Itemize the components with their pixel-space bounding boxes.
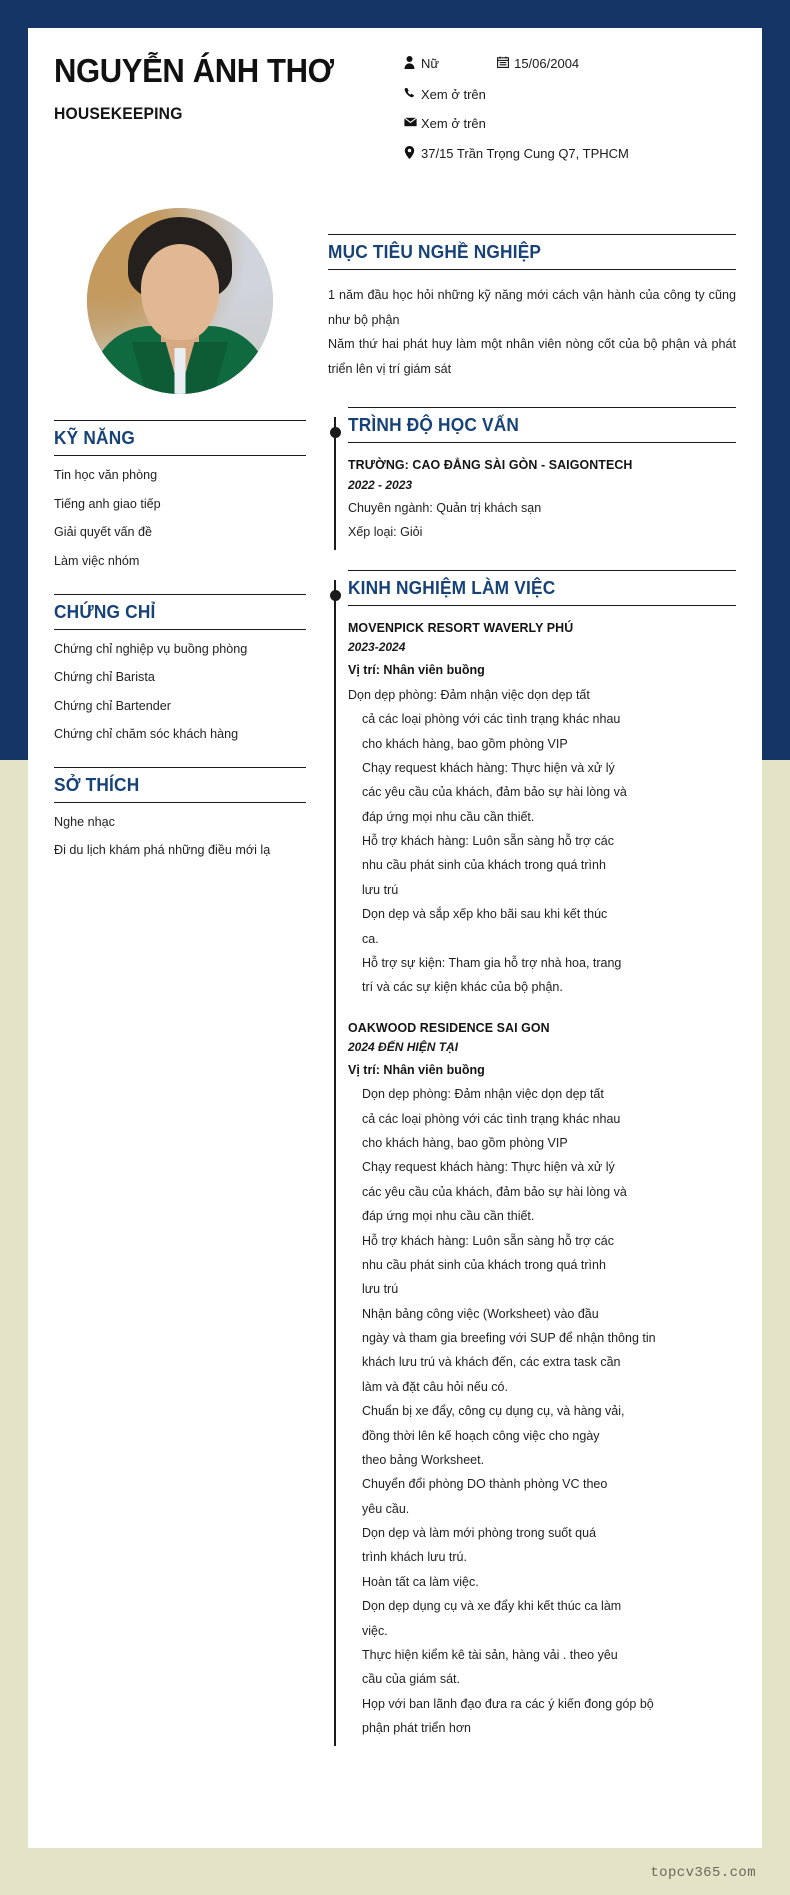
- list-item: Nghe nhạc: [54, 814, 115, 829]
- section-header-experience: [348, 570, 736, 606]
- duty-line: khách lưu trú và khách đến, các extra task cần: [362, 1355, 621, 1370]
- header-identity: [54, 50, 394, 176]
- experience-company: OAKWOOD RESIDENCE SAI GON: [348, 1019, 550, 1035]
- education-detail: Xếp loại: Giỏi: [348, 524, 423, 539]
- objective-body: [328, 270, 736, 381]
- duty-line: Dọn dẹp và làm mới phòng trong suốt quá: [362, 1526, 597, 1540]
- main-column: [328, 186, 762, 1760]
- contact-row-gender-dob: [404, 56, 736, 74]
- duty-line: cầu của giám sát.: [362, 1672, 460, 1687]
- section-title-objective: MỤC TIÊU NGHỀ NGHIỆP: [328, 242, 542, 263]
- experience-duties: [348, 1058, 736, 1741]
- duty-line: nhu cầu phát sinh của khách trong quá trình: [362, 858, 606, 873]
- duty-line: Dọn dẹp phòng: Đảm nhận việc dọn dẹp tất: [348, 687, 590, 702]
- experience-entry: [348, 606, 736, 999]
- duty-line: Chạy request khách hàng: Thực hiện và xử lý: [362, 760, 615, 775]
- skills-list: [54, 456, 306, 567]
- duty-line: cả các loại phòng với các tình trạng khác nhau: [362, 1111, 621, 1126]
- section-experience: [328, 570, 736, 1740]
- photo-placket: [175, 348, 186, 394]
- education-dates: 2022 - 2023: [348, 477, 413, 492]
- duty-line: Chuẩn bị xe đẩy, công cụ dụng cụ, và hàng vải,: [362, 1404, 625, 1419]
- calendar-icon: [497, 56, 514, 73]
- duty-line: Hỗ trợ sự kiện: Tham gia hỗ trợ nhà hoa, trang: [362, 955, 622, 970]
- duty-line: Dọn dẹp dụng cụ và xe đẩy khi kết thúc ca làm: [362, 1599, 622, 1614]
- section-hobbies: [54, 767, 306, 857]
- list-item: Giải quyết vấn đề: [54, 525, 153, 540]
- duty-line: đồng thời lên kế hoạch công việc cho ngày: [362, 1428, 600, 1443]
- list-item: Làm việc nhóm: [54, 553, 140, 568]
- duty-line: Vị trí: Nhân viên buồng: [348, 663, 485, 678]
- contact-row-phone: [404, 87, 736, 104]
- education-entry: [348, 443, 736, 544]
- duty-line: ngày và tham gia breefing với SUP để nhận thông tin: [362, 1331, 656, 1345]
- duty-line: Chuyển đổi phòng DO thành phòng VC theo: [362, 1477, 608, 1492]
- job-title: HOUSEKEEPING: [54, 104, 183, 123]
- duty-line: các yêu cầu của khách, đảm bảo sự hài lòng và: [362, 785, 627, 800]
- duty-line: yêu cầu.: [362, 1501, 410, 1516]
- duty-line: làm và đặt câu hỏi nếu có.: [362, 1379, 508, 1394]
- duty-line: đáp ứng mọi nhu cầu cần thiết.: [362, 1209, 535, 1224]
- duty-line: Dọn dẹp phòng: Đảm nhận việc dọn dẹp tất: [362, 1087, 604, 1102]
- dob-value: 15/06/2004: [514, 56, 580, 71]
- email-value: Xem ở trên: [421, 116, 486, 132]
- experience-dates: 2023-2024: [348, 640, 406, 655]
- list-item: Đi du lịch khám phá những điều mới lạ: [54, 843, 271, 858]
- duty-line: cho khách hàng, bao gồm phòng VIP: [362, 1136, 568, 1150]
- objective-paragraph: Năm thứ hai phát huy làm một nhân viên nòng cốt của bộ phận và phát triển lên vị trí giám sát: [328, 337, 736, 376]
- list-item: Chứng chỉ nghiệp vụ buồng phòng: [54, 641, 248, 656]
- duty-line: việc.: [362, 1623, 388, 1638]
- duty-line: nhu cầu phát sinh của khách trong quá trình: [362, 1257, 606, 1272]
- timeline-dot: [330, 427, 341, 438]
- duty-line: Vị trí: Nhân viên buồng: [348, 1062, 485, 1077]
- section-header-education: [348, 407, 736, 443]
- duty-line: Dọn dẹp và sắp xếp kho bãi sau khi kết thúc: [362, 907, 608, 922]
- duty-line: lưu trú: [362, 882, 399, 897]
- cv-body: [28, 186, 762, 1770]
- objective-paragraph: 1 năm đầu học hỏi những kỹ năng mới cách vận hành của công ty cũng như bộ phận: [328, 288, 736, 327]
- duty-line: Hỗ trợ khách hàng: Luôn sẵn sàng hỗ trợ các: [362, 1233, 614, 1248]
- section-title-education: TRÌNH ĐỘ HỌC VẤN: [348, 415, 520, 436]
- duty-line: Hoàn tất ca làm việc.: [362, 1574, 479, 1589]
- person-icon: [404, 56, 421, 74]
- section-education: [328, 407, 736, 544]
- section-title-experience: KINH NGHIỆM LÀM VIỆC: [348, 578, 556, 599]
- gender-value: Nữ: [421, 56, 440, 71]
- contact-dob: [497, 56, 579, 73]
- list-item: Chứng chỉ Barista: [54, 670, 155, 685]
- duty-line: Họp với ban lãnh đạo đưa ra các ý kiến đong góp bộ: [362, 1696, 654, 1711]
- education-school: TRƯỜNG: CAO ĐẲNG SÀI GÒN - SAIGONTECH: [348, 457, 633, 473]
- duty-line: cho khách hàng, bao gồm phòng VIP: [362, 736, 568, 751]
- location-icon: [404, 146, 421, 164]
- certificates-list: [54, 630, 306, 741]
- page-title: NGUYỄN ÁNH THƠ: [54, 52, 334, 89]
- timeline-line: [334, 580, 336, 1746]
- contact-row-address: [404, 146, 736, 164]
- duty-line: Chạy request khách hàng: Thực hiện và xử lý: [362, 1160, 615, 1175]
- duty-line: ca.: [362, 931, 379, 946]
- duty-line: Thực hiện kiểm kê tài sản, hàng vải . theo yêu: [362, 1647, 618, 1662]
- address-value: 37/15 Trần Trọng Cung Q7, TPHCM: [421, 145, 629, 161]
- timeline-dot: [330, 590, 341, 601]
- section-title-skills: KỸ NĂNG: [54, 428, 136, 449]
- duty-line: lưu trú: [362, 1282, 399, 1297]
- duty-line: phận phát triển hơn: [362, 1721, 471, 1735]
- list-item: Chứng chỉ Bartender: [54, 698, 171, 713]
- avatar: [87, 208, 273, 394]
- duty-line: cả các loại phòng với các tình trạng khác nhau: [362, 712, 621, 727]
- experience-duties: [348, 658, 736, 999]
- hobbies-list: [54, 803, 306, 857]
- experience-company: MOVENPICK RESORT WAVERLY PHÚ: [348, 620, 574, 636]
- list-item: Tin học văn phòng: [54, 468, 158, 483]
- section-skills: [54, 420, 306, 567]
- experience-entry: [348, 1000, 736, 1741]
- phone-value: Xem ở trên: [421, 86, 486, 102]
- duty-line: Nhận bảng công việc (Worksheet) vào đầu: [362, 1306, 599, 1321]
- site-watermark: topcv365.com: [650, 1865, 756, 1881]
- photo-face: [141, 244, 219, 340]
- phone-icon: [404, 87, 421, 104]
- section-title-hobbies: SỞ THÍCH: [54, 774, 140, 795]
- duty-line: theo bảng Worksheet.: [362, 1452, 485, 1467]
- section-header-skills: [54, 420, 306, 456]
- sidebar-column: [28, 186, 328, 1760]
- cv-header: [28, 28, 762, 186]
- duty-line: Hỗ trợ khách hàng: Luôn sẵn sàng hỗ trợ các: [362, 834, 614, 849]
- list-item: Tiếng anh giao tiếp: [54, 496, 161, 511]
- contact-block: [394, 50, 736, 176]
- contact-gender: [404, 56, 439, 74]
- duty-line: đáp ứng mọi nhu cầu cần thiết.: [362, 809, 535, 824]
- experience-dates: 2024 ĐẾN HIỆN TẠI: [348, 1039, 459, 1054]
- duty-line: các yêu cầu của khách, đảm bảo sự hài lòng và: [362, 1184, 627, 1199]
- section-header-certificates: [54, 594, 306, 630]
- section-title-certificates: CHỨNG CHỈ: [54, 601, 156, 622]
- section-header-hobbies: [54, 767, 306, 803]
- contact-row-email: [404, 116, 736, 132]
- duty-line: trình khách lưu trú.: [362, 1550, 467, 1565]
- email-icon: [404, 116, 421, 132]
- duty-line: trí và các sự kiện khác của bộ phận.: [362, 980, 563, 995]
- list-item: Chứng chỉ chăm sóc khách hàng: [54, 727, 239, 742]
- section-header-objective: [328, 234, 736, 270]
- cv-sheet: [28, 28, 762, 1848]
- section-certificates: [54, 594, 306, 741]
- section-objective: [328, 234, 736, 381]
- education-detail: Chuyên ngành: Quản trị khách sạn: [348, 500, 542, 515]
